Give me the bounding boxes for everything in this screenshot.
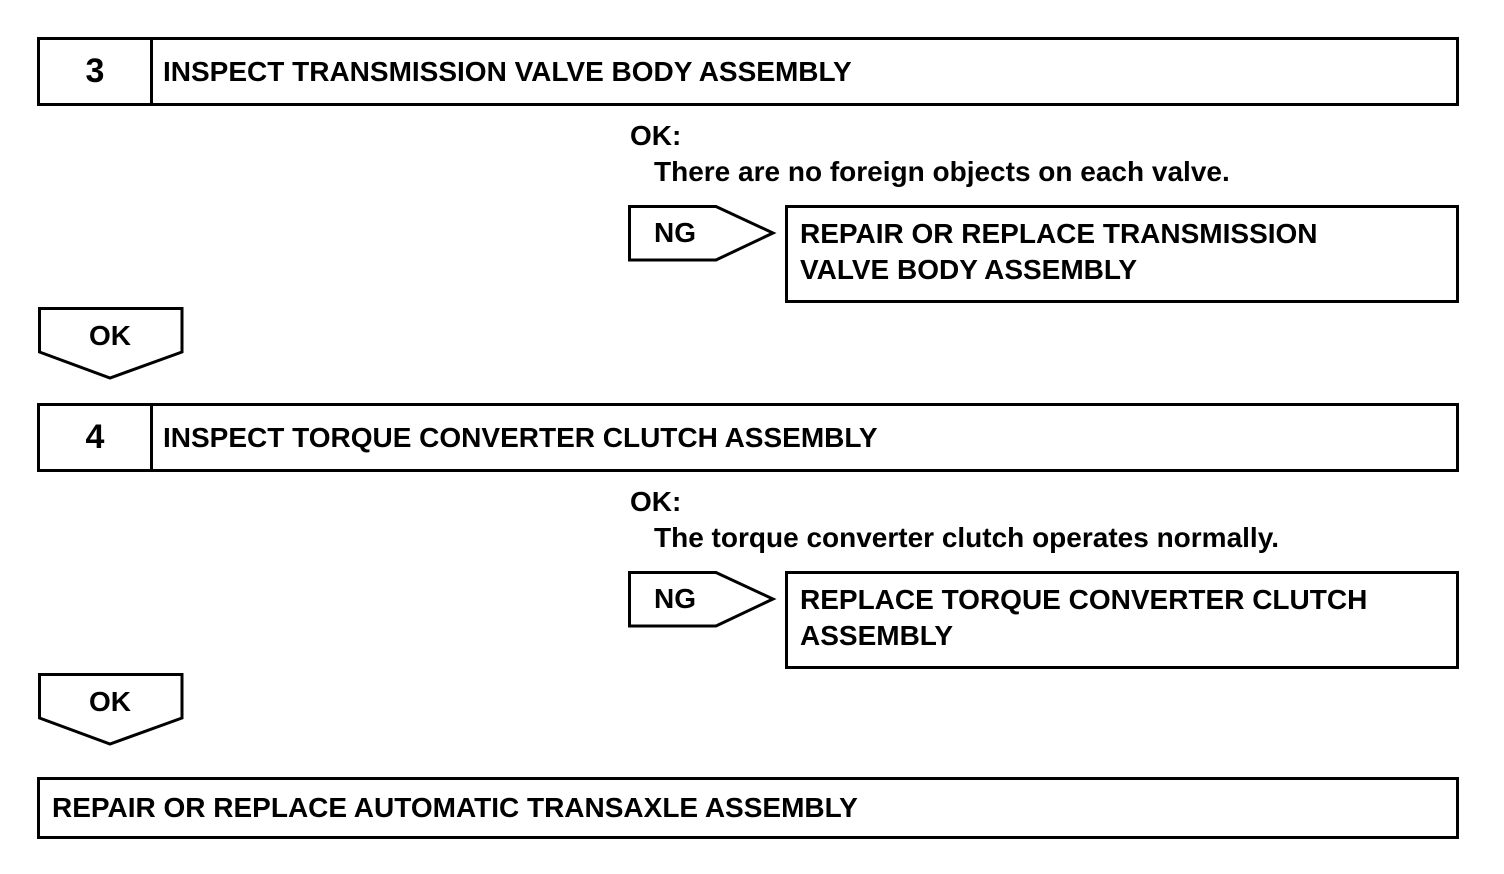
final-action-box [37,777,1459,839]
step-3-box [37,37,1459,106]
step-4-ok-text: The torque converter clutch operates normally. [654,522,1279,553]
step-4-ng-label: NG [654,583,696,614]
step-3-ok-arrow-label: OK [89,320,131,351]
step-4-ok-label: OK: [630,486,682,517]
step-3-ng-result-box [785,205,1459,303]
step-4-ng-result-line-1: REPLACE TORQUE CONVERTER CLUTCH [800,584,1368,615]
step-4-title: INSPECT TORQUE CONVERTER CLUTCH ASSEMBLY [163,421,878,453]
step-3-ng-arrow [628,205,778,263]
step-3-number: 3 [40,40,153,103]
step-3-ok-label: OK: [630,120,682,151]
step-3-ng-label: NG [654,217,696,248]
step-3-title: INSPECT TRANSMISSION VALVE BODY ASSEMBLY [163,55,852,87]
step-3-ok-arrow [38,307,184,381]
step-3-ng-result-line-1: REPAIR OR REPLACE TRANSMISSION [800,218,1318,249]
step-3-ng-result-line-2: VALVE BODY ASSEMBLY [800,254,1138,285]
step-4-ng-arrow [628,571,778,629]
final-action-text: REPAIR OR REPLACE AUTOMATIC TRANSAXLE ASSEMBLY [52,792,858,823]
step-4-number: 4 [40,406,153,469]
step-3-ok-text: There are no foreign objects on each valve. [654,156,1230,187]
step-4-ok-arrow [38,673,184,747]
step-4-ng-result-line-2: ASSEMBLY [800,620,954,651]
step-4-ok-arrow-label: OK [89,686,131,717]
step-4-box [37,403,1459,472]
step-4-ng-result-box [785,571,1459,669]
